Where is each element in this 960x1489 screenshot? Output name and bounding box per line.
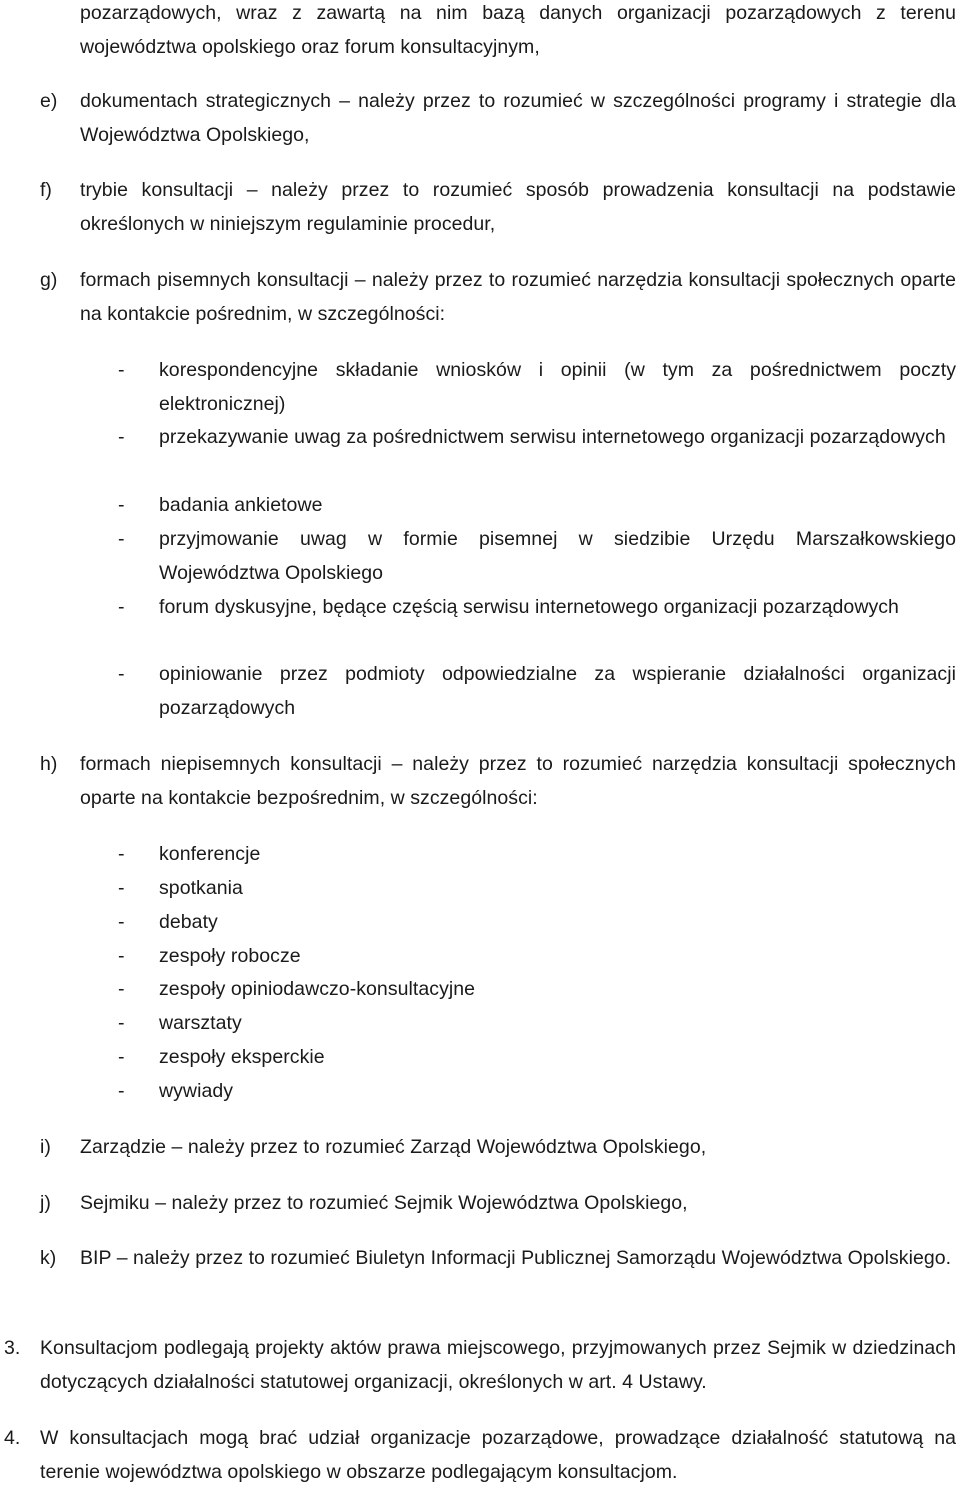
dash-marker: - — [118, 663, 125, 685]
dash-marker: - — [118, 911, 125, 933]
dash-marker: - — [118, 1080, 125, 1102]
definition-g — [40, 263, 956, 331]
dash-marker: - — [118, 843, 125, 865]
list-item — [118, 905, 956, 939]
definition-i — [40, 1130, 956, 1164]
list-item-text: przyjmowanie uwag w formie pisemnej w siedzibie Urzędu Marszałkowskiego Województwa Opolskiego — [159, 528, 956, 584]
list-item — [118, 488, 956, 522]
list-item-text: badania ankietowe — [159, 494, 323, 516]
dash-marker: - — [118, 978, 125, 1000]
point-text: Konsultacjom podlegają projekty aktów prawa miejscowego, przyjmowanych przez Sejmik w dziedzinach dotyczących działalności statutowej organizacji, określonych w art. 4 Ustawy. — [40, 1337, 956, 1393]
definition-text: formach niepisemnych konsultacji – należy przez to rozumieć narzędzia konsultacji społecznych oparte na kontakcie bezpośrednim, w szczególności: — [80, 753, 956, 809]
dash-marker: - — [118, 528, 125, 550]
definition-marker: j) — [40, 1192, 51, 1214]
list-item — [118, 972, 956, 1006]
list-item-text: przekazywanie uwag za pośrednictwem serwisu internetowego organizacji pozarządowych — [159, 426, 946, 448]
definition-marker: i) — [40, 1136, 51, 1158]
list-item — [118, 522, 956, 590]
definition-marker: h) — [40, 753, 58, 775]
definition-k — [40, 1241, 956, 1275]
definition-text: BIP – należy przez to rozumieć Biuletyn Informacji Publicznej Samorządu Województwa Opolskiego. — [80, 1247, 952, 1269]
dash-marker: - — [118, 1046, 125, 1068]
list-item-text: zespoły robocze — [159, 945, 301, 967]
definition-text: Sejmiku – należy przez to rozumieć Sejmik Województwa Opolskiego, — [80, 1192, 688, 1214]
definition-marker: k) — [40, 1247, 57, 1269]
list-item — [118, 1006, 956, 1040]
list-item-text: forum dyskusyjne, będące częścią serwisu internetowego organizacji pozarządowych — [159, 596, 899, 618]
list-item-text: debaty — [159, 911, 218, 933]
list-item — [118, 871, 956, 905]
point-4 — [4, 1421, 956, 1489]
dash-marker: - — [118, 359, 125, 381]
definition-marker: e) — [40, 90, 58, 112]
intro-paragraph — [80, 0, 956, 64]
definition-j — [40, 1186, 956, 1220]
definition-text: formach pisemnych konsultacji – należy przez to rozumieć narzędzia konsultacji społecznych oparte na kontakcie pośrednim, w szczególności: — [80, 269, 956, 325]
list-item — [118, 590, 956, 624]
point-3 — [4, 1331, 956, 1399]
list-item — [118, 837, 956, 871]
list-item — [118, 353, 956, 421]
list-item-text: zespoły eksperckie — [159, 1046, 325, 1068]
definition-e — [40, 84, 956, 152]
list-item — [118, 420, 956, 454]
dash-marker: - — [118, 426, 125, 448]
list-item-text: konferencje — [159, 843, 261, 865]
list-item — [118, 1074, 956, 1108]
intro-text: pozarządowych, wraz z zawartą na nim bazą danych organizacji pozarządowych z terenu województwa opolskiego oraz forum konsultacyjnym, — [80, 2, 956, 58]
point-text: W konsultacjach mogą brać udział organizacje pozarządowe, prowadzące działalność statutową na terenie województwa opolskiego w obszarze podlegającym konsultacjom. — [40, 1427, 956, 1483]
definition-h — [40, 747, 956, 815]
definition-text: Zarządzie – należy przez to rozumieć Zarząd Województwa Opolskiego, — [80, 1136, 707, 1158]
definition-text: trybie konsultacji – należy przez to rozumieć sposób prowadzenia konsultacji na podstawie określonych w niniejszym regulaminie procedur, — [80, 179, 956, 235]
list-item-text: wywiady — [159, 1080, 234, 1102]
definition-f — [40, 173, 956, 241]
list-item-text: opiniowanie przez podmioty odpowiedzialne za wspieranie działalności organizacji pozarządowych — [159, 663, 956, 719]
point-marker: 4. — [4, 1427, 21, 1449]
list-item-text: zespoły opiniodawczo-konsultacyjne — [159, 978, 476, 1000]
dash-marker: - — [118, 494, 125, 516]
definition-marker: g) — [40, 269, 58, 291]
list-item-text: korespondencyjne składanie wniosków i opinii (w tym za pośrednictwem poczty elektronicznej) — [159, 359, 956, 415]
list-item — [118, 939, 956, 973]
list-item-text: spotkania — [159, 877, 243, 899]
dash-marker: - — [118, 1012, 125, 1034]
list-item — [118, 1040, 956, 1074]
definition-marker: f) — [40, 179, 52, 201]
dash-marker: - — [118, 596, 125, 618]
list-item-text: warsztaty — [159, 1012, 242, 1034]
dash-marker: - — [118, 945, 125, 967]
dash-marker: - — [118, 877, 125, 899]
definition-text: dokumentach strategicznych – należy przez to rozumieć w szczególności programy i strategie dla Województwa Opolskiego, — [80, 90, 956, 146]
point-marker: 3. — [4, 1337, 21, 1359]
list-item — [118, 657, 956, 725]
